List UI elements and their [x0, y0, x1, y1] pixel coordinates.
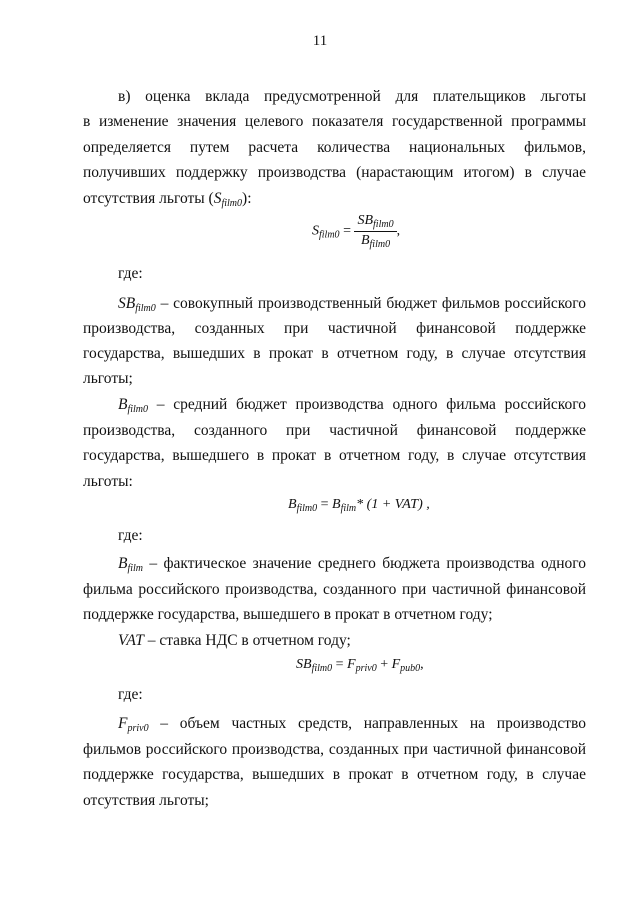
formula-subscript: film0 [373, 219, 394, 230]
symbol: B [118, 555, 128, 572]
formula-sb-film0 [296, 657, 424, 674]
subscript: priv0 [127, 723, 149, 734]
paragraph-line: фильмов российского производства, созданных при частичной финансовой [83, 741, 586, 758]
formula-subscript: film0 [369, 239, 391, 250]
paragraph-line: отсутствия льготы; [83, 792, 209, 809]
subscript: film0 [221, 198, 243, 209]
paragraph-line: льготы; [83, 370, 133, 387]
equals-sign: = [339, 223, 355, 239]
formula-symbol: SB [296, 657, 312, 672]
equals-sign: = [332, 657, 348, 672]
where-label: где: [118, 686, 143, 703]
paragraph-line: в) оценка вклада предусмотренной для плательщиков льготы [118, 88, 586, 105]
page-number: 11 [312, 33, 328, 49]
equals-sign: = [317, 497, 333, 512]
paragraph-line: льготы: [83, 473, 133, 490]
text: – фактическое значение среднего бюджета производства одного [143, 555, 586, 572]
text: – средний бюджет производства одного фильма российского [148, 396, 586, 413]
formula-subscript: film0 [319, 229, 340, 241]
text: – ставка НДС в отчетном году; [143, 632, 351, 649]
formula-symbol: S [312, 223, 319, 239]
formula-s-film0 [312, 213, 400, 250]
formula-symbol: F [347, 657, 356, 672]
formula-symbol: B [332, 497, 341, 512]
paragraph-line: поддержке государства, вышедших в прокат в отчетном году, в случае [83, 766, 586, 783]
subscript: film [127, 563, 144, 574]
formula-expression: * (1 + VAT) , [356, 497, 430, 512]
plus-sign: + [376, 657, 392, 672]
paragraph-line [83, 186, 586, 217]
formula-symbol: B [288, 497, 297, 512]
numerator [354, 213, 396, 232]
formula-subscript: film0 [311, 663, 333, 674]
paragraph-line [83, 628, 586, 654]
fraction [354, 213, 396, 250]
paragraph-line: производства, созданного при частичной финансовой поддержке [83, 422, 586, 439]
where-label: где: [118, 527, 143, 544]
paragraph-line: поддержке государства, вышедшего в прокат в отчетном году; [83, 606, 493, 623]
formula-subscript: film [340, 503, 357, 514]
formula-punct: , [420, 657, 424, 672]
subscript: film0 [135, 303, 156, 314]
paragraph-line: фильма российского производства, созданного при частичной финансовой [83, 581, 586, 598]
formula-symbol: F [391, 657, 401, 672]
symbol: SB [118, 295, 136, 312]
text: – совокупный производственный бюджет фильмов российского [155, 295, 586, 312]
where-label: где: [118, 265, 143, 282]
formula-symbol: B [360, 233, 370, 248]
symbol: B [118, 396, 128, 413]
text: ): [242, 190, 252, 207]
paragraph-line: государства, вышедших в прокат в отчетном году, в случае отсутствия [83, 345, 586, 362]
text: отсутствия льготы ( [83, 190, 214, 207]
formula-b-film0 [288, 497, 430, 514]
symbol: VAT [118, 632, 144, 649]
formula-subscript: priv0 [355, 663, 377, 674]
paragraph-line: государства, вышедшего в прокат в отчетном году, в случае отсутствия [83, 447, 586, 464]
paragraph-line: получивших поддержку производства (нарастающим итогом) в случае [83, 164, 586, 181]
formula-subscript: film0 [296, 503, 318, 514]
subscript: film0 [127, 404, 149, 415]
denominator [354, 232, 396, 250]
symbol: S [213, 190, 222, 207]
paragraph-line: производства, созданных при частичной финансовой поддержке [83, 320, 586, 337]
paragraph-line: определяется путем расчета количества национальных фильмов, [83, 139, 586, 156]
formula-subscript: pub0 [400, 663, 421, 674]
formula-punct: , [396, 223, 401, 239]
symbol: F [118, 715, 128, 732]
paragraph-line: в изменение значения целевого показателя государственной программы [83, 113, 586, 130]
text: – объем частных средств, направленных на производство [148, 715, 586, 732]
formula-symbol: SB [357, 213, 374, 228]
